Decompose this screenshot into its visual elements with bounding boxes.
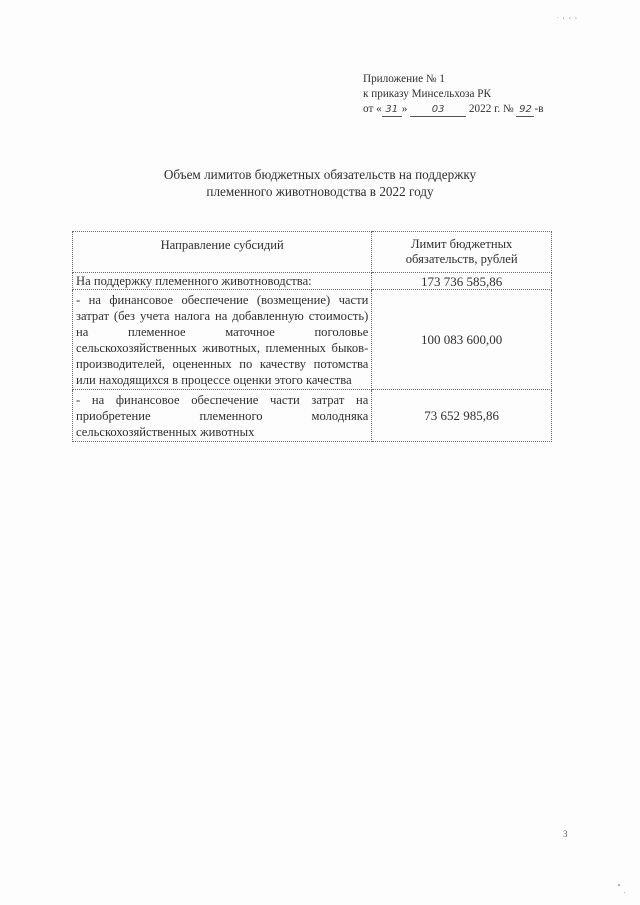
document-title-line-2: племенного животноводства в 2022 году: [206, 184, 434, 199]
row-label: - на финансовое обеспечение (возмещение) части затрат (без учета налога на добавленную стоимость) на племенное маточное поголовье сельскохозяйственных животных, племенных быков-производителей, оцененных по качеству потомства или находящихся в процессе оценки этого качества: [73, 290, 372, 390]
total-value: 173 736 585,86: [372, 273, 552, 290]
table-row: [73, 290, 552, 390]
row-value: 100 083 600,00: [372, 290, 552, 390]
budget-limits-table: [72, 231, 552, 442]
order-number-suffix: -в: [534, 103, 544, 115]
scan-speck: [624, 892, 625, 893]
header-subsidy-direction: Направление субсидий: [73, 232, 372, 273]
handwritten-order-number: 92: [516, 104, 534, 117]
document-title: [100, 166, 540, 200]
date-mid: »: [401, 103, 408, 115]
annex-date-line: [363, 102, 544, 117]
annex-order-reference: к приказу Минсельхоза РК: [363, 88, 491, 100]
row-label: - на финансовое обеспечение части затрат на приобретение племенного молодняка сельскохозяйственных животных: [73, 390, 372, 442]
table-total-row: [73, 273, 552, 290]
date-suffix: 2022 г. №: [468, 103, 514, 115]
handwritten-month: 03: [410, 104, 466, 117]
table-row: [73, 390, 552, 442]
scan-speck: [618, 884, 620, 886]
annex-header: [363, 72, 544, 117]
date-prefix: от «: [363, 103, 382, 115]
scan-corner-mark: · ‹ ‹ ›: [556, 14, 578, 22]
total-label: На поддержку племенного животноводства:: [73, 273, 372, 290]
row-value: 73 652 985,86: [372, 390, 552, 442]
document-title-line-1: Объем лимитов бюджетных обязательств на поддержку: [163, 167, 477, 182]
handwritten-day: 31: [382, 104, 402, 117]
annex-number: Приложение № 1: [363, 73, 445, 85]
table-header-row: [73, 232, 552, 273]
header-budget-limit: Лимит бюджетных обязательств, рублей: [372, 232, 552, 273]
page-number: 3: [563, 829, 568, 839]
